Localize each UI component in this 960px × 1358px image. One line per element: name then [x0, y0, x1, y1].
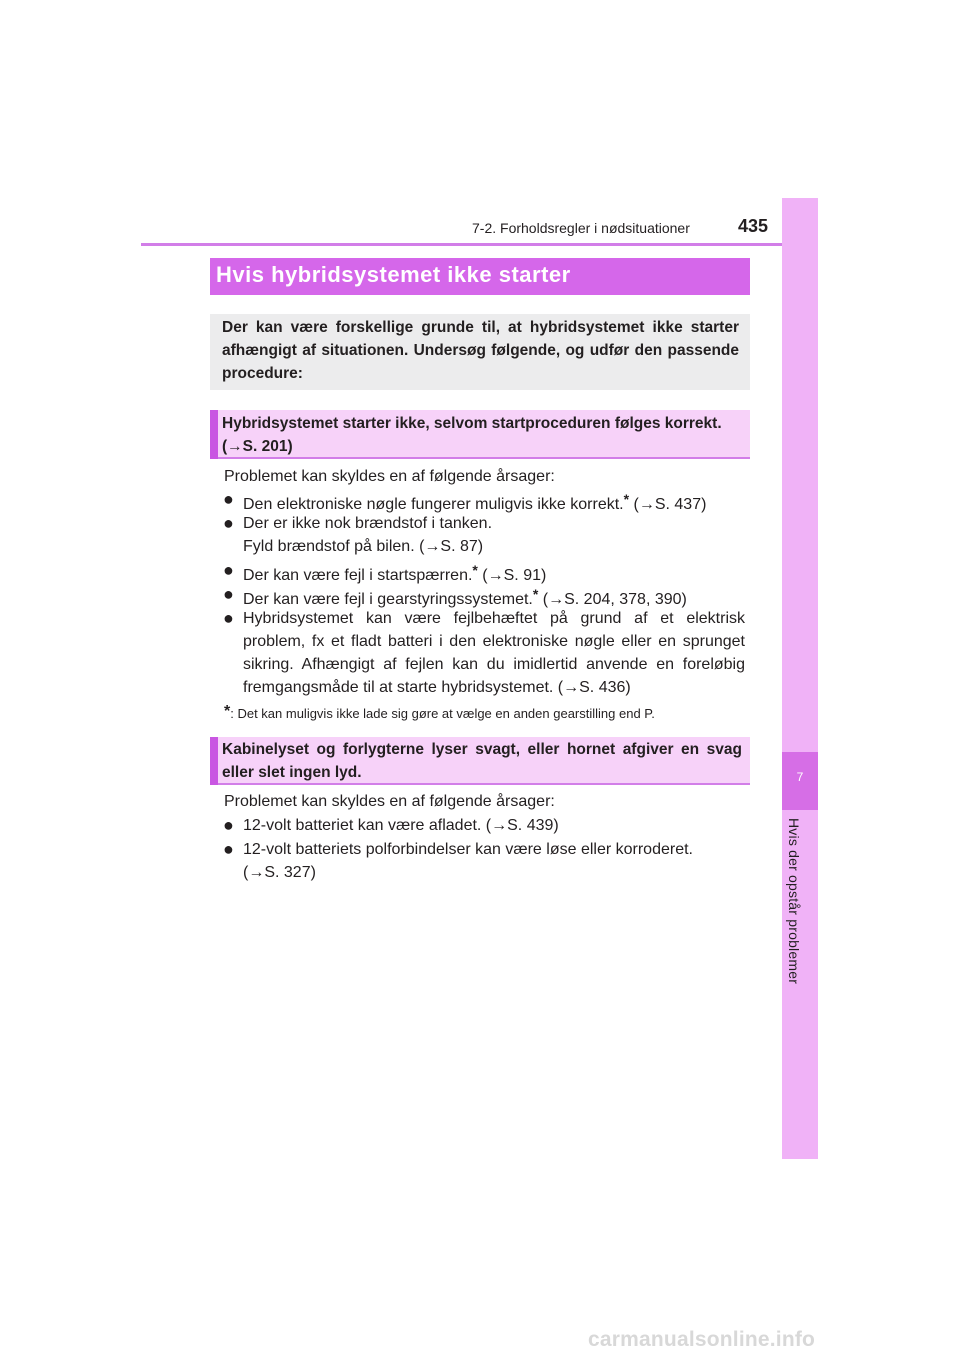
- section2-lead: Problemet kan skyldes en af følgende årsager:: [224, 793, 555, 810]
- bullet-icon: ●: [223, 513, 234, 533]
- section1-heading-stripe: [210, 410, 218, 459]
- intro-text: Der kan være forskellige grunde til, at hybridsystemet ikke starter afhængigt af situationen. Undersøg følgende, og udfør den passende procedure:: [222, 319, 739, 382]
- bullet-icon: ●: [223, 560, 234, 580]
- bullet-icon: ●: [223, 839, 234, 859]
- bullet-icon: ●: [223, 584, 234, 604]
- section2-heading-stripe: [210, 737, 218, 785]
- page-title: Hvis hybridsystemet ikke starter: [216, 262, 571, 287]
- list-item: Der er ikke nok brændstof i tanken. Fyld brændstof på bilen. (→S. 87): [243, 515, 493, 555]
- header-divider: [141, 243, 818, 246]
- bullet-icon: ●: [223, 815, 234, 835]
- section1-lead: Problemet kan skyldes en af følgende årsager:: [224, 468, 555, 485]
- list-item: Der kan være fejl i gearstyringssystemet.* (→S. 204, 378, 390): [243, 586, 687, 608]
- chapter-side-tab: [782, 198, 818, 1159]
- list-item: Den elektroniske nøgle fungerer muligvis ikke korrekt.* (→S. 437): [243, 491, 707, 513]
- list-item: 12-volt batteriets polforbindelser kan være løse eller korroderet. (→S. 327): [243, 841, 693, 881]
- page-number: 435: [738, 216, 769, 236]
- list-item: 12-volt batteriet kan være afladet. (→S. 439): [243, 817, 559, 834]
- bullet-icon: ●: [223, 489, 234, 509]
- section1-heading: [222, 412, 742, 458]
- chapter-title: Hvis der opstår problemer: [786, 818, 802, 985]
- footnote: *: Det kan muligvis ikke lade sig gøre at vælge en anden gearstilling end P.: [224, 703, 655, 721]
- section2-heading: Kabinelyset og forlygterne lyser svagt, eller hornet afgiver en svag eller slet ingen lyd.: [222, 741, 742, 781]
- chapter-number: 7: [796, 770, 804, 784]
- bullet-icon: ●: [223, 608, 234, 628]
- section1-heading-line1: Hybridsystemet starter ikke, selvom startproceduren følges korrekt.: [222, 415, 722, 432]
- list-item: Hybridsystemet kan være fejlbehæftet på grund af et elektrisk problem, fx et fladt batteri i den elektroniske nøgle eller en sprunget sikring. Afhængigt af fejlen kan du imidlertid anvende en foreløbig fremgangsmåde til at starte hybridsystemet. (→S. 436): [243, 610, 745, 696]
- section-header: 7-2. Forholdsregler i nødsituationer: [472, 220, 690, 236]
- watermark: carmanualsonline.info: [588, 1328, 816, 1351]
- list-item: Der kan være fejl i startspærren.* (→S. 91): [243, 562, 547, 584]
- section1-heading-line2: (→S. 201): [222, 438, 293, 455]
